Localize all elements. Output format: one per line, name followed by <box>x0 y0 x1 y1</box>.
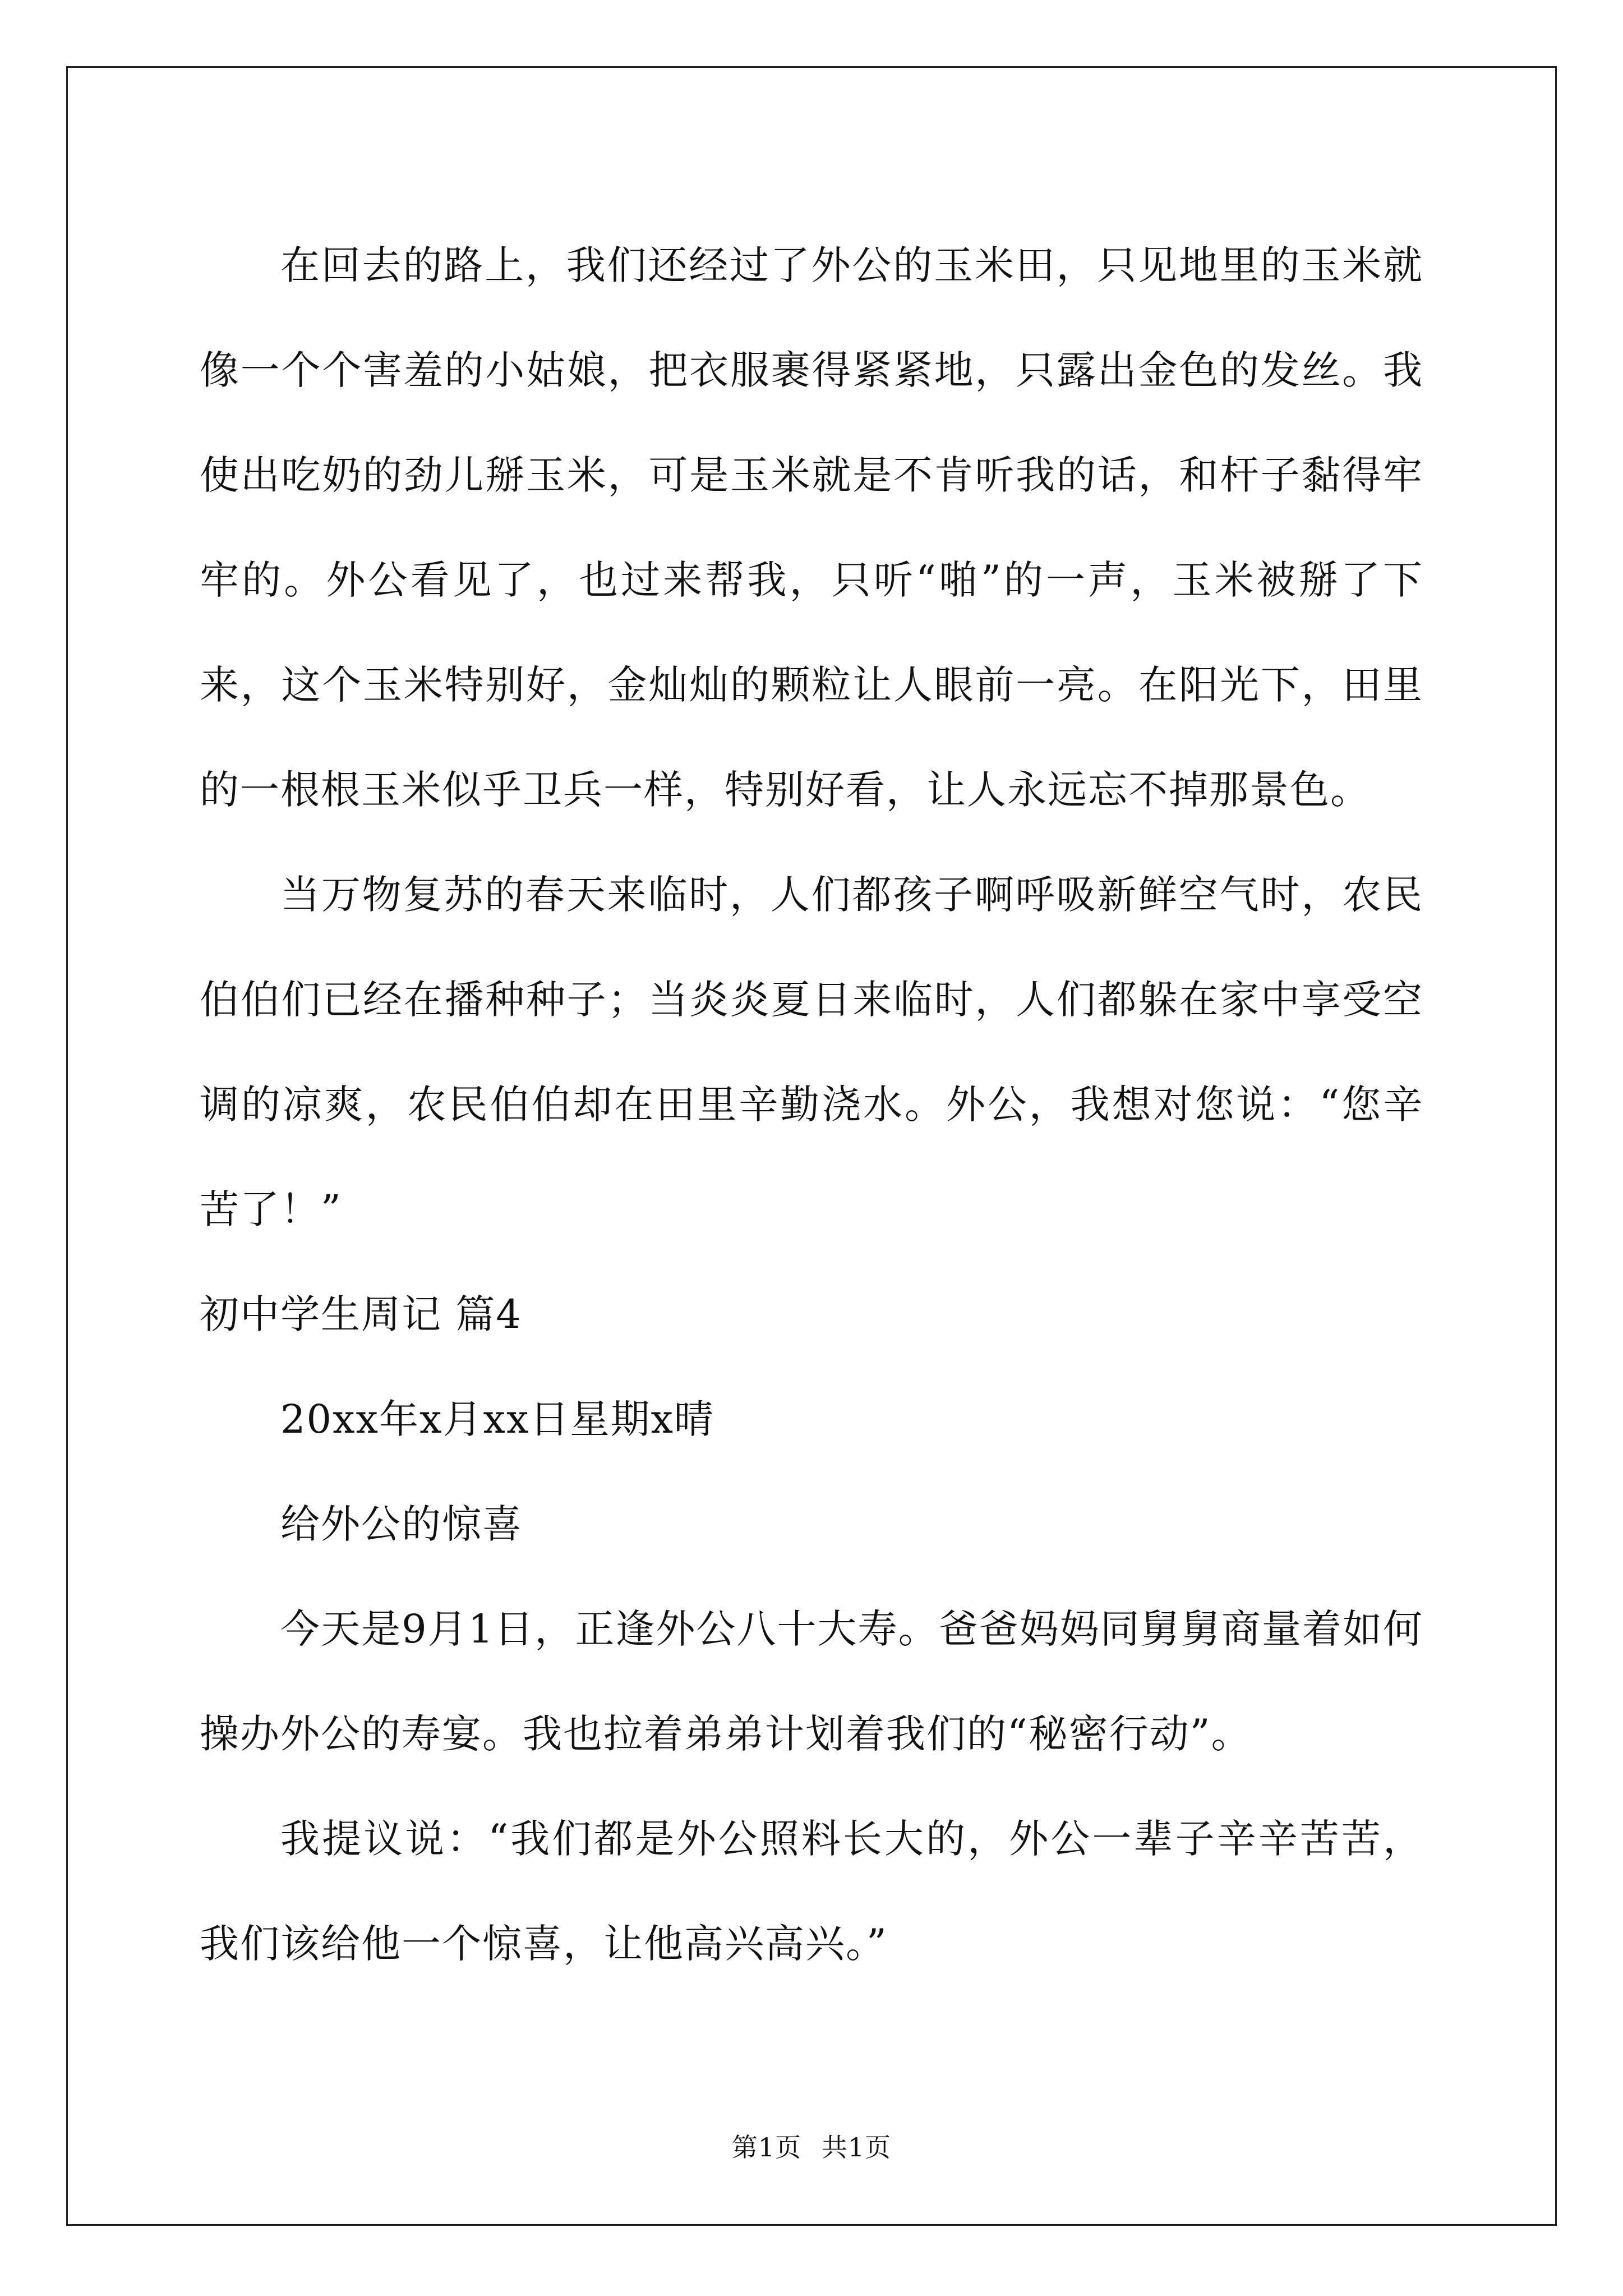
paragraph-2: 当万物复苏的春天来临时，人们都孩子啊呼吸新鲜空气时，农民伯伯们已经在播种种子；当炎炎夏日来临时，人们都躲在家中享受空调的凉爽，农民伯伯却在田里辛勤浇水。外公，我想对您说：“您辛苦了！” <box>200 872 1423 1232</box>
paragraph-1: 在回去的路上，我们还经过了外公的玉米田，只见地里的玉米就像一个个害羞的小姑娘，把衣服裹得紧紧地，只露出金色的发丝。我使出吃奶的劲儿掰玉米，可是玉米就是不肯听我的话，和杆子黏得牢牢的。外公看见了，也过来帮我，只听“啪”的一声，玉米被掰了下来，这个玉米特别好，金灿灿的颗粒让人眼前一亮。在阳光下，田里的一根根玉米似乎卫兵一样，特别好看，让人永远忘不掉那景色。 <box>200 242 1423 813</box>
section-heading: 初中学生周记 篇4 <box>200 1291 522 1337</box>
page-number: 第1页 <box>731 2132 802 2162</box>
paragraph-4: 我提议说：“我们都是外公照料长大的，外公一辈子辛辛苦苦，我们该给他一个惊喜，让他高兴高兴。” <box>200 1816 1423 1967</box>
document-body <box>200 213 1423 1996</box>
page-footer <box>0 2127 1623 2164</box>
page-total: 共1页 <box>821 2132 892 2162</box>
essay-title: 给外公的惊喜 <box>280 1501 523 1547</box>
date-line: 20xx年x月xx日星期x晴 <box>280 1396 714 1442</box>
paragraph-3: 今天是9月1日，正逢外公八十大寿。爸爸妈妈同舅舅商量着如何操办外公的寿宴。我也拉着弟弟计划着我们的“秘密行动”。 <box>200 1606 1423 1757</box>
